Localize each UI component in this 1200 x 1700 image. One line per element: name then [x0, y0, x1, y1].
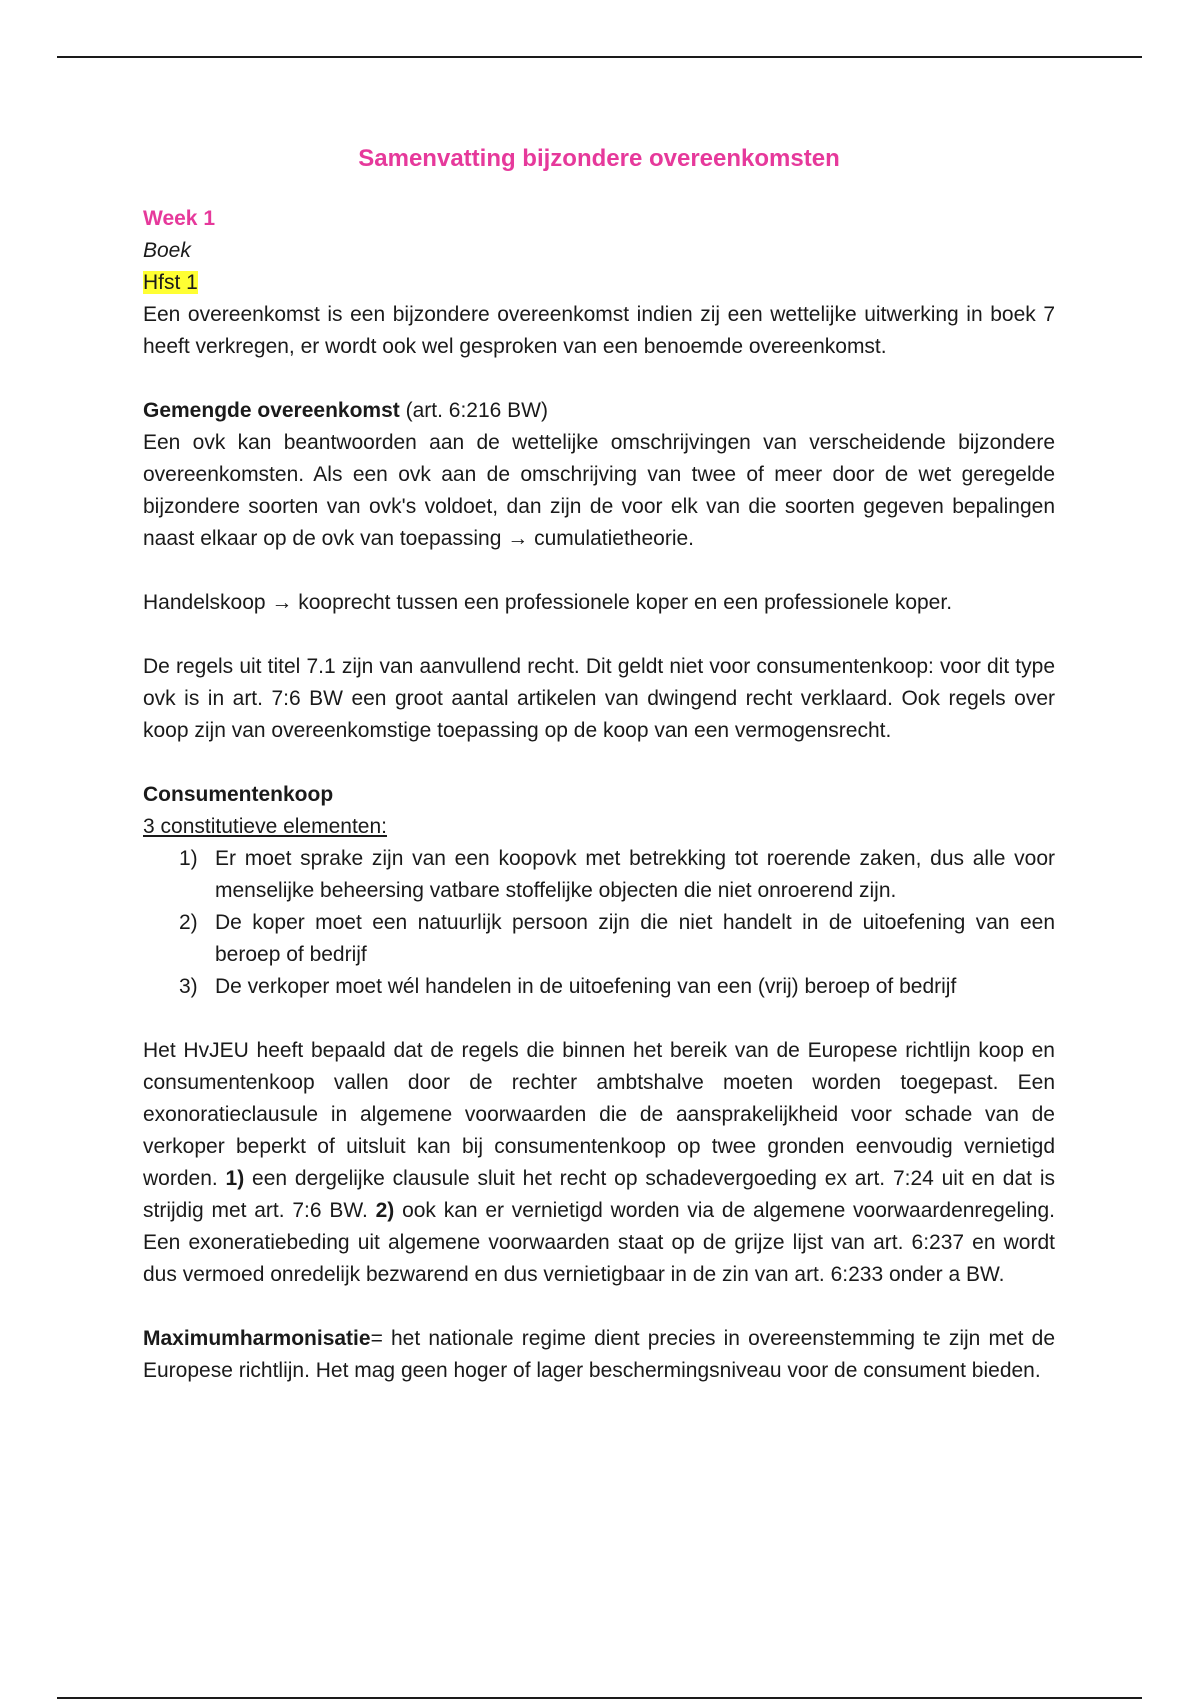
hvjeu-paragraph — [143, 1035, 1055, 1291]
hvjeu-part2: een dergelijke clausule sluit het recht op schadevergoeding ex art. 7:24 uit en dat is strijdig met art. 7:6 BW. — [143, 1167, 1055, 1222]
maxharm-term: Maximumharmonisatie — [143, 1327, 371, 1350]
chapter-highlight: Hfst 1 — [143, 271, 198, 294]
hvjeu-mark1: 1) — [225, 1167, 245, 1190]
list-item — [143, 843, 1055, 907]
elements-list — [143, 843, 1055, 1003]
mixed-paragraph: Een ovk kan beantwoorden aan de wettelijke omschrijvingen van verscheidende bijzondere overeenkomsten. Als een ovk aan de omschrijving van twee of meer door de wet geregelde bijzondere soorten van ovk's voldoet, dan zijn de voor elk van die soorten gegeven bepalingen naast elkaar op de ovk van toepassing → cumulatietheorie. — [143, 431, 1055, 550]
list-text: De verkoper moet wél handelen in de uitoefening van een (vrij) beroep of bedrijf — [215, 975, 957, 998]
list-number: 1) — [179, 847, 198, 870]
hvjeu-part1: Het HvJEU heeft bepaald dat de regels die binnen het bereik van de Europese richtlijn koop en consumentenkoop vallen door de rechter ambtshalve moeten worden toegepast. Een exonoratieclausule in algemene voorwaarden die de aansprakelijkheid voor schade van de verkoper beperkt of uitsluit kan bij consumentenkoop op twee gronden eenvoudig vernietigd worden. — [143, 1039, 1055, 1190]
maxharm-paragraph — [143, 1323, 1055, 1387]
maxharm-text: = het nationale regime dient precies in overeenstemming te zijn met de Europese richtlijn. Het mag geen hoger of lager beschermingsniveau voor de consument bieden. — [143, 1327, 1055, 1382]
list-text: De koper moet een natuurlijk persoon zijn die niet handelt in de uitoefening van een beroep of bedrijf — [215, 911, 1055, 966]
header-rule — [57, 56, 1142, 58]
mixed-heading: Gemengde overeenkomst — [143, 399, 400, 422]
consumer-subheading-text: 3 constitutieve elementen: — [143, 815, 387, 838]
list-number: 3) — [179, 975, 198, 998]
consumer-subheading — [143, 811, 1055, 843]
consumer-heading — [143, 779, 1055, 811]
week-heading: Week 1 — [143, 207, 215, 230]
trade-paragraph: Handelskoop → kooprecht tussen een professionele koper en een professionele koper. — [143, 591, 953, 614]
mixed-ref: (art. 6:216 BW) — [399, 399, 548, 422]
list-number: 2) — [179, 911, 198, 934]
book-label: Boek — [143, 239, 191, 262]
document-page — [143, 143, 1055, 1387]
list-item — [143, 907, 1055, 971]
list-item — [143, 971, 1055, 1003]
intro-paragraph: Een overeenkomst is een bijzondere overeenkomst indien zij een wettelijke uitwerking in boek 7 heeft verkregen, er wordt ook wel gesproken van een benoemde overeenkomst. — [143, 303, 1055, 358]
consumer-heading-text: Consumentenkoop — [143, 783, 334, 806]
hvjeu-part3: ook kan er vernietigd worden via de algemene voorwaardenregeling. Een exoneratiebeding uit algemene voorwaarden staat op de grijze lijst van art. 6:237 en wordt dus vermoed onredelijk bezwarend en dus vernietigbaar in de zin van art. 6:233 onder a BW. — [143, 1199, 1055, 1286]
hvjeu-mark2: 2) — [375, 1199, 395, 1222]
chapter-label — [143, 267, 1055, 299]
footer-rule — [57, 1697, 1142, 1699]
mixed-heading-line — [143, 395, 1055, 427]
list-text: Er moet sprake zijn van een koopovk met betrekking tot roerende zaken, dus alle voor menselijke beheersing vatbare stoffelijke objecten die niet onroerend zijn. — [215, 847, 1055, 902]
document-title: Samenvatting bijzondere overeenkomsten — [358, 145, 840, 172]
rules-paragraph: De regels uit titel 7.1 zijn van aanvullend recht. Dit geldt niet voor consumentenkoop: voor dit type ovk is in art. 7:6 BW een groot aantal artikelen van dwingend recht verklaard. Ook regels over koop zijn van overeenkomstige toepassing op de koop van een vermogensrecht. — [143, 655, 1055, 742]
